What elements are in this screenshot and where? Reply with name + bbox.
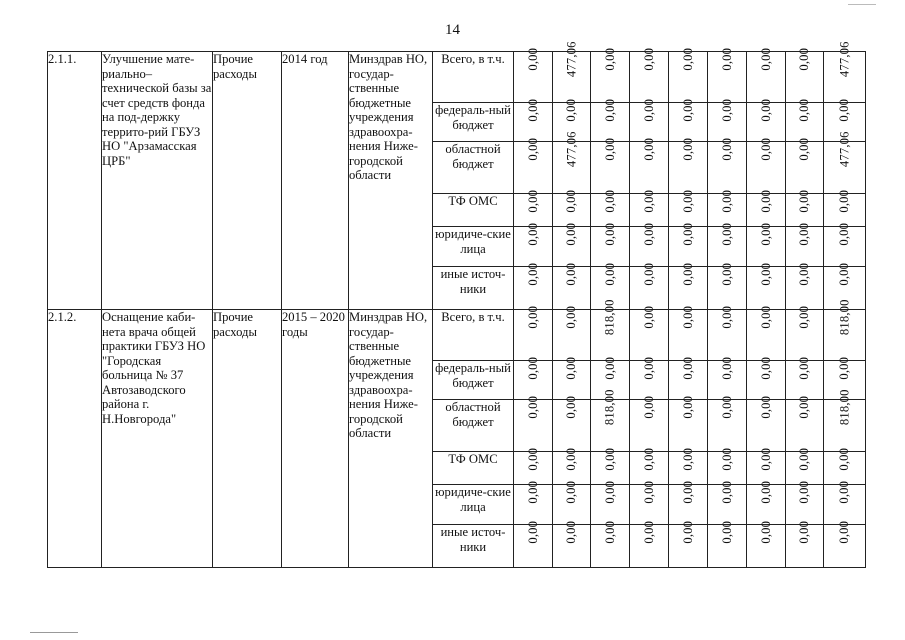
amount-value: 477,06 <box>837 131 852 168</box>
amount-cell <box>553 447 591 485</box>
amount-cell <box>747 395 786 452</box>
amount-cell <box>669 262 708 310</box>
amount-value: 0,00 <box>680 395 695 419</box>
amount-value: 0,00 <box>602 98 617 122</box>
amount-cell <box>747 356 786 400</box>
amount-cell <box>591 389 630 452</box>
amount-cell <box>824 189 866 227</box>
amount-value: 0,00 <box>525 305 540 329</box>
amount-cell <box>786 480 824 525</box>
amount-value: 0,00 <box>758 447 773 471</box>
amount-value: 0,00 <box>641 47 656 71</box>
amount-value: 477,06 <box>564 41 579 78</box>
amount-cell <box>824 520 866 568</box>
amount-value: 0,00 <box>680 137 695 161</box>
amount-value: 0,00 <box>758 520 773 544</box>
amount-value: 0,00 <box>564 305 579 329</box>
item-name-cell <box>102 310 213 568</box>
item-name: Улучшение мате-риально–технической базы за счет средств фонда на под-держку террито-рий ГБУЗ НО "Арзамасская ЦРБ" <box>102 52 212 168</box>
amount-value: 0,00 <box>837 189 852 213</box>
amount-value: 0,00 <box>564 222 579 246</box>
amount-value: 0,00 <box>797 520 812 544</box>
amount-cell <box>786 305 824 361</box>
amount-value: 0,00 <box>719 98 734 122</box>
period-cell <box>282 52 349 310</box>
amount-cell <box>669 222 708 267</box>
amount-value: 0,00 <box>797 47 812 71</box>
amount-value: 0,00 <box>602 222 617 246</box>
amount-cell <box>553 262 591 310</box>
page-number: 14 <box>445 22 460 38</box>
amount-value: 0,00 <box>564 447 579 471</box>
amount-value: 0,00 <box>602 137 617 161</box>
amount-cell <box>553 189 591 227</box>
amount-value: 0,00 <box>602 47 617 71</box>
amount-value: 0,00 <box>758 189 773 213</box>
amount-cell <box>786 189 824 227</box>
amount-cell <box>786 356 824 400</box>
amount-cell <box>514 262 553 310</box>
amount-value: 0,00 <box>602 520 617 544</box>
amount-cell <box>514 137 553 194</box>
amount-cell <box>514 447 553 485</box>
amount-cell <box>708 480 747 525</box>
amount-value: 0,00 <box>641 189 656 213</box>
amount-value: 0,00 <box>641 262 656 286</box>
amount-value: 0,00 <box>641 395 656 419</box>
amount-cell <box>514 98 553 142</box>
amount-value: 0,00 <box>719 395 734 419</box>
amount-value: 0,00 <box>837 98 852 122</box>
amount-cell <box>708 222 747 267</box>
amount-cell <box>630 520 669 568</box>
funding-source: юридиче-ские лица <box>433 227 514 267</box>
amount-cell <box>708 305 747 361</box>
amount-value: 0,00 <box>680 98 695 122</box>
amount-value: 0,00 <box>641 137 656 161</box>
amount-cell <box>747 520 786 568</box>
amount-cell <box>591 98 630 142</box>
amount-value: 0,00 <box>719 47 734 71</box>
amount-value: 0,00 <box>641 447 656 471</box>
funding-source: Всего, в т.ч. <box>433 310 514 361</box>
amount-cell <box>514 395 553 452</box>
amount-cell <box>514 222 553 267</box>
amount-value: 0,00 <box>525 520 540 544</box>
amount-value: 0,00 <box>525 480 540 504</box>
amount-cell <box>747 447 786 485</box>
item-name: Оснащение каби-нета врача общей практики ГБУЗ НО "Городская больница № 37 Автозаводского района г. Н.Новгорода" <box>102 310 206 426</box>
funding-source: ТФ ОМС <box>433 452 514 485</box>
period: 2015 – 2020 годы <box>282 310 345 339</box>
amount-value: 0,00 <box>602 356 617 380</box>
amount-value: 477,06 <box>564 131 579 168</box>
amount-cell <box>630 47 669 103</box>
amount-cell <box>514 189 553 227</box>
amount-value: 0,00 <box>641 98 656 122</box>
item-number-cell <box>48 52 102 310</box>
expense-type: Прочие расходы <box>213 52 257 81</box>
amount-cell <box>669 305 708 361</box>
amount-value: 0,00 <box>837 480 852 504</box>
amount-value: 0,00 <box>680 189 695 213</box>
amount-value: 0,00 <box>837 356 852 380</box>
amount-value: 0,00 <box>602 480 617 504</box>
amount-cell <box>514 520 553 568</box>
amount-value: 0,00 <box>837 262 852 286</box>
budget-table <box>47 41 866 568</box>
amount-value: 0,00 <box>758 395 773 419</box>
amount-cell <box>708 395 747 452</box>
amount-cell <box>786 520 824 568</box>
funding-source: областной бюджет <box>433 400 514 452</box>
amount-cell <box>786 98 824 142</box>
amount-cell <box>708 356 747 400</box>
amount-value: 0,00 <box>602 262 617 286</box>
amount-cell <box>708 447 747 485</box>
amount-cell <box>630 356 669 400</box>
amount-cell <box>669 47 708 103</box>
amount-cell <box>553 520 591 568</box>
amount-value: 0,00 <box>564 262 579 286</box>
amount-value: 0,00 <box>525 47 540 71</box>
amount-cell <box>747 262 786 310</box>
period-cell <box>282 310 349 568</box>
amount-cell <box>747 47 786 103</box>
amount-value: 0,00 <box>797 480 812 504</box>
corner-mark <box>848 4 876 5</box>
amount-value: 0,00 <box>525 137 540 161</box>
funding-source: иные источ-ники <box>433 267 514 310</box>
amount-cell <box>669 395 708 452</box>
amount-value: 0,00 <box>719 189 734 213</box>
table-row <box>48 52 866 103</box>
amount-cell <box>553 222 591 267</box>
amount-value: 0,00 <box>525 447 540 471</box>
amount-cell <box>669 98 708 142</box>
amount-value: 0,00 <box>719 222 734 246</box>
amount-value: 0,00 <box>680 447 695 471</box>
footnote-line <box>30 632 78 633</box>
amount-value: 0,00 <box>641 480 656 504</box>
amount-value: 818,00 <box>837 299 852 336</box>
amount-value: 0,00 <box>719 520 734 544</box>
amount-value: 0,00 <box>641 222 656 246</box>
amount-cell <box>708 520 747 568</box>
amount-value: 0,00 <box>525 222 540 246</box>
amount-value: 0,00 <box>719 356 734 380</box>
amount-cell <box>747 222 786 267</box>
amount-value: 0,00 <box>564 520 579 544</box>
funding-source: федераль-ный бюджет <box>433 103 514 142</box>
funding-source: областной бюджет <box>433 142 514 194</box>
amount-value: 0,00 <box>525 356 540 380</box>
amount-cell <box>591 189 630 227</box>
amount-value: 0,00 <box>837 222 852 246</box>
amount-cell <box>786 395 824 452</box>
amount-value: 0,00 <box>719 480 734 504</box>
funding-source: федераль-ный бюджет <box>433 361 514 400</box>
item-name-cell <box>102 52 213 310</box>
amount-cell <box>630 222 669 267</box>
amount-value: 0,00 <box>680 262 695 286</box>
executor: Минздрав НО, государ-ственные бюджетные учреждения здравоохра-нения Ниже-городской области <box>349 310 428 440</box>
amount-value: 0,00 <box>758 98 773 122</box>
item-number: 2.1.1. <box>48 52 77 66</box>
amount-cell <box>553 480 591 525</box>
amount-cell <box>786 262 824 310</box>
amount-value: 0,00 <box>525 395 540 419</box>
amount-cell <box>747 480 786 525</box>
amount-cell <box>630 137 669 194</box>
amount-cell <box>514 356 553 400</box>
amount-value: 0,00 <box>797 395 812 419</box>
amount-value: 0,00 <box>680 480 695 504</box>
amount-value: 0,00 <box>602 447 617 471</box>
amount-cell <box>553 41 591 103</box>
amount-cell <box>708 137 747 194</box>
amount-cell <box>591 447 630 485</box>
amount-value: 0,00 <box>758 47 773 71</box>
amount-value: 0,00 <box>564 98 579 122</box>
amount-value: 0,00 <box>680 305 695 329</box>
amount-cell <box>747 137 786 194</box>
amount-cell <box>553 305 591 361</box>
amount-cell <box>630 189 669 227</box>
amount-cell <box>708 262 747 310</box>
amount-value: 0,00 <box>680 47 695 71</box>
amount-value: 0,00 <box>525 189 540 213</box>
amount-cell <box>669 447 708 485</box>
amount-value: 0,00 <box>797 189 812 213</box>
item-number-cell <box>48 310 102 568</box>
amount-value: 0,00 <box>680 520 695 544</box>
amount-cell <box>553 395 591 452</box>
expense-type-cell <box>213 52 282 310</box>
amount-value: 0,00 <box>758 262 773 286</box>
amount-value: 0,00 <box>564 356 579 380</box>
executor-cell <box>349 52 433 310</box>
funding-source: юридиче-ские лица <box>433 485 514 525</box>
amount-cell <box>669 189 708 227</box>
amount-cell <box>824 447 866 485</box>
amount-value: 0,00 <box>837 447 852 471</box>
amount-cell <box>553 131 591 194</box>
amount-cell <box>708 47 747 103</box>
amount-cell <box>514 47 553 103</box>
amount-value: 0,00 <box>564 480 579 504</box>
executor-cell <box>349 310 433 568</box>
amount-value: 0,00 <box>525 262 540 286</box>
amount-value: 818,00 <box>837 389 852 426</box>
amount-value: 0,00 <box>797 447 812 471</box>
period: 2014 год <box>282 52 328 66</box>
amount-value: 0,00 <box>797 222 812 246</box>
amount-cell <box>630 262 669 310</box>
amount-cell <box>630 480 669 525</box>
amount-value: 0,00 <box>719 447 734 471</box>
amount-cell <box>553 356 591 400</box>
amount-cell <box>824 222 866 267</box>
amount-value: 0,00 <box>837 520 852 544</box>
amount-value: 0,00 <box>680 356 695 380</box>
amount-value: 0,00 <box>680 222 695 246</box>
amount-value: 0,00 <box>758 305 773 329</box>
amount-cell <box>824 389 866 452</box>
amount-cell <box>786 47 824 103</box>
amount-cell <box>630 447 669 485</box>
amount-cell <box>591 299 630 361</box>
expense-type-cell <box>213 310 282 568</box>
amount-cell <box>630 395 669 452</box>
amount-cell <box>669 480 708 525</box>
amount-value: 0,00 <box>797 305 812 329</box>
amount-cell <box>591 137 630 194</box>
amount-value: 0,00 <box>719 305 734 329</box>
amount-value: 0,00 <box>797 98 812 122</box>
item-number: 2.1.2. <box>48 310 77 324</box>
amount-value: 0,00 <box>525 98 540 122</box>
amount-value: 0,00 <box>797 356 812 380</box>
amount-cell <box>514 305 553 361</box>
amount-cell <box>824 131 866 194</box>
amount-cell <box>630 98 669 142</box>
amount-cell <box>747 305 786 361</box>
amount-value: 0,00 <box>564 395 579 419</box>
amount-cell <box>747 189 786 227</box>
funding-source: иные источ-ники <box>433 525 514 568</box>
amount-value: 0,00 <box>758 137 773 161</box>
amount-value: 0,00 <box>797 137 812 161</box>
amount-value: 0,00 <box>758 480 773 504</box>
amount-cell <box>824 299 866 361</box>
amount-value: 0,00 <box>719 262 734 286</box>
amount-cell <box>747 98 786 142</box>
amount-value: 0,00 <box>602 189 617 213</box>
amount-cell <box>669 356 708 400</box>
amount-cell <box>514 480 553 525</box>
amount-cell <box>786 447 824 485</box>
amount-value: 477,06 <box>837 41 852 78</box>
amount-cell <box>708 98 747 142</box>
amount-cell <box>591 480 630 525</box>
amount-cell <box>824 480 866 525</box>
amount-cell <box>708 189 747 227</box>
executor: Минздрав НО, государ-ственные бюджетные учреждения здравоохра-нения Ниже-городской области <box>349 52 428 182</box>
amount-value: 0,00 <box>641 356 656 380</box>
amount-value: 818,00 <box>602 299 617 336</box>
amount-value: 0,00 <box>641 305 656 329</box>
amount-value: 0,00 <box>719 137 734 161</box>
amount-cell <box>824 41 866 103</box>
amount-cell <box>591 520 630 568</box>
amount-cell <box>669 520 708 568</box>
amount-cell <box>630 305 669 361</box>
amount-cell <box>786 137 824 194</box>
amount-cell <box>591 222 630 267</box>
amount-cell <box>591 47 630 103</box>
amount-value: 0,00 <box>758 222 773 246</box>
amount-value: 0,00 <box>641 520 656 544</box>
table-row <box>48 310 866 361</box>
funding-source: ТФ ОМС <box>433 194 514 227</box>
expense-type: Прочие расходы <box>213 310 257 339</box>
amount-value: 0,00 <box>797 262 812 286</box>
amount-cell <box>786 222 824 267</box>
funding-source: Всего, в т.ч. <box>433 52 514 103</box>
amount-value: 0,00 <box>758 356 773 380</box>
amount-value: 818,00 <box>602 389 617 426</box>
amount-value: 0,00 <box>564 189 579 213</box>
amount-cell <box>669 137 708 194</box>
